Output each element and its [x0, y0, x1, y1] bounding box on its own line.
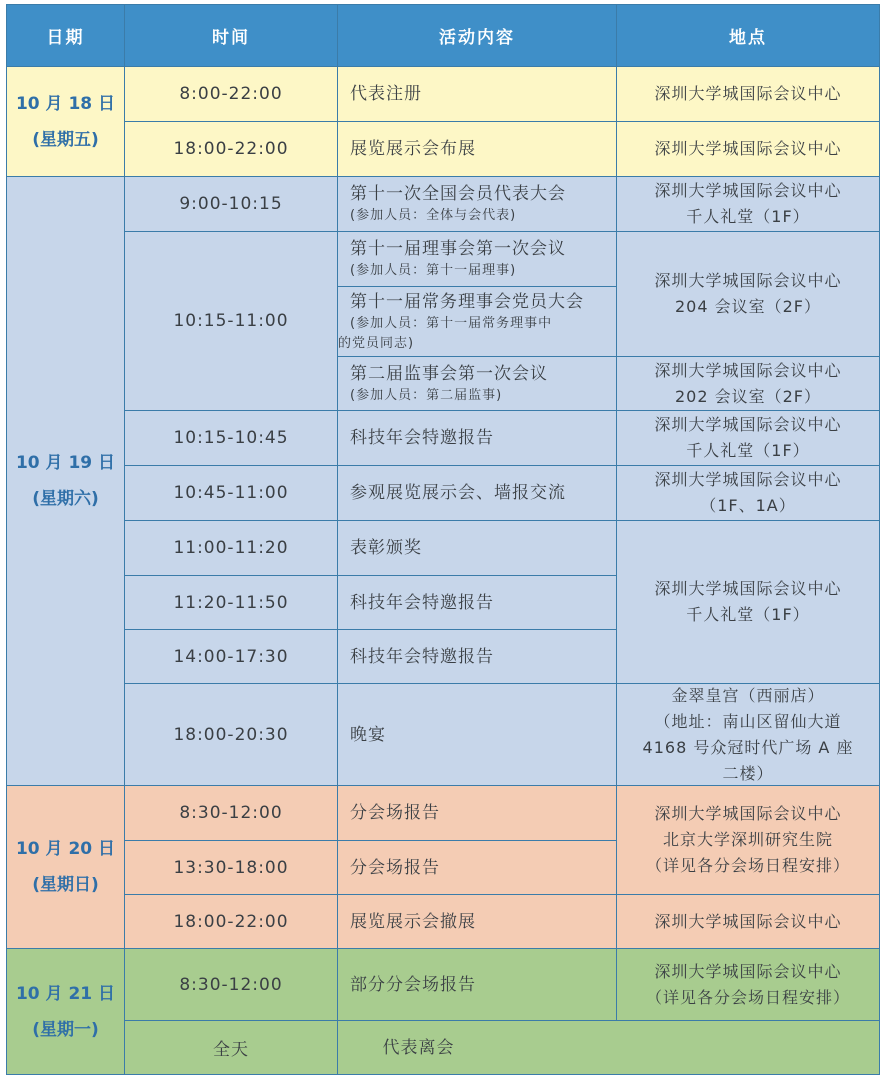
time-cell [124, 231, 338, 411]
date-cell-oct18 [6, 66, 125, 177]
activity-label: 科技年会特邀报告 [350, 428, 494, 448]
location-note: （详见各分会场日程安排） [645, 856, 850, 875]
activity-cell [337, 231, 617, 287]
time-label: 全天 [213, 1040, 249, 1060]
header-location [616, 4, 880, 67]
activity-cell [337, 356, 617, 411]
time-cell [124, 176, 338, 232]
time-label: 11:20-11:50 [173, 592, 289, 613]
activity-cell [337, 520, 617, 576]
activity-cell [337, 840, 617, 895]
header-date-label: 日期 [46, 28, 85, 48]
location-room: 千人礼堂（1F） [686, 441, 810, 460]
activity-cell [337, 1020, 880, 1075]
location-line: 深圳大学城国际会议中心 [654, 360, 842, 380]
activity-label: 代表注册 [350, 84, 422, 104]
header-time-label: 时间 [212, 28, 250, 48]
activity-label: 第十一届常务理事会党员大会 [350, 291, 584, 312]
activity-cell [337, 629, 617, 684]
activity-cell [337, 683, 617, 786]
time-label: 8:30-12:00 [179, 974, 283, 995]
location-line-2: 北京大学深圳研究生院 [662, 830, 833, 849]
weekday-label: (星期日) [32, 875, 99, 895]
time-label: 8:00-22:00 [179, 84, 283, 104]
time-cell [124, 465, 338, 521]
activity-label: 展览展示会撤展 [350, 911, 476, 932]
time-cell [124, 785, 338, 841]
location-line: 深圳大学城国际会议中心 [654, 961, 842, 981]
activity-label: 代表离会 [382, 1037, 455, 1058]
location-cell [616, 894, 880, 949]
activity-label: 表彰颁奖 [350, 538, 422, 558]
date-label: 10 月 20 日 [15, 839, 116, 859]
time-label: 14:00-17:30 [173, 646, 289, 667]
location-cell [616, 683, 880, 786]
location-line: 深圳大学城国际会议中心 [654, 271, 842, 290]
time-cell [124, 683, 338, 786]
time-label: 8:30-12:00 [179, 803, 283, 823]
activity-label: 第十一次全国会员代表大会 [350, 184, 566, 204]
activity-cell [337, 286, 617, 357]
location-cell [616, 356, 880, 411]
location-cell [616, 121, 880, 177]
header-time [124, 4, 338, 67]
location-note: （详见各分会场日程安排） [645, 987, 850, 1007]
location-cell [616, 66, 880, 122]
header-date [6, 4, 125, 67]
location-room: 千人礼堂（1F） [686, 605, 810, 624]
activity-cell [337, 894, 617, 949]
activity-label: 晚宴 [350, 724, 386, 745]
activity-participants: (参加人员：第二届监事) [350, 387, 503, 403]
activity-label: 科技年会特邀报告 [350, 592, 494, 613]
weekday-label: (星期五) [32, 129, 99, 150]
time-cell [124, 410, 338, 466]
time-label: 18:00-22:00 [173, 139, 289, 159]
activity-participants: (参加人员：全体与会代表) [350, 208, 517, 223]
activity-label: 第十一届理事会第一次会议 [350, 239, 566, 259]
activity-label: 部分分会场报告 [350, 974, 476, 995]
location-line: 深圳大学城国际会议中心 [654, 84, 842, 103]
time-label: 10:15-11:00 [173, 311, 289, 331]
time-cell [124, 520, 338, 576]
activity-cell [337, 121, 617, 177]
location-room: 202 会议室（2F） [674, 386, 821, 406]
location-address: （地址：南山区留仙大道 [654, 711, 842, 731]
location-line: 深圳大学城国际会议中心 [654, 911, 842, 931]
time-cell [124, 121, 338, 177]
location-line: 深圳大学城国际会议中心 [654, 181, 842, 200]
activity-participants: (参加人员：第十一届理事) [350, 263, 517, 278]
activity-cell [337, 575, 617, 630]
activity-label: 参观展览展示会、墙报交流 [350, 483, 566, 503]
location-cell [616, 410, 880, 466]
activity-label: 分会场报告 [350, 857, 440, 878]
weekday-label: (星期六) [32, 489, 99, 509]
location-room: （1F、1A） [700, 496, 796, 515]
location-line: 深圳大学城国际会议中心 [654, 804, 842, 823]
time-cell [124, 894, 338, 949]
header-activity-label: 活动内容 [439, 28, 515, 48]
time-label: 13:30-18:00 [173, 857, 289, 878]
date-label: 10 月 18 日 [15, 93, 116, 114]
date-label: 10 月 19 日 [15, 453, 116, 473]
activity-label: 第二届监事会第一次会议 [350, 363, 548, 384]
time-cell [124, 1020, 338, 1075]
location-line: 金翠皇宫（西丽店） [671, 685, 825, 705]
location-line: 深圳大学城国际会议中心 [654, 579, 842, 598]
location-room: 204 会议室（2F） [674, 297, 821, 316]
time-label: 9:00-10:15 [179, 194, 283, 214]
activity-participants-cont: 的党员同志) [338, 335, 415, 351]
header-location-label: 地点 [729, 28, 767, 48]
location-cell [616, 231, 880, 357]
activity-cell [337, 465, 617, 521]
location-room: 千人礼堂（1F） [686, 207, 810, 226]
time-cell [124, 948, 338, 1021]
activity-label: 科技年会特邀报告 [350, 646, 494, 667]
date-cell-oct20 [6, 785, 125, 949]
location-line: 深圳大学城国际会议中心 [654, 415, 842, 434]
location-cell [616, 785, 880, 895]
date-label: 10 月 21 日 [15, 983, 116, 1004]
location-cell [616, 176, 880, 232]
activity-cell [337, 410, 617, 466]
date-cell-oct19 [6, 176, 125, 786]
time-cell [124, 629, 338, 684]
activity-label: 分会场报告 [350, 803, 440, 823]
time-label: 18:00-22:00 [173, 911, 289, 932]
activity-cell [337, 948, 617, 1021]
activity-label: 展览展示会布展 [350, 139, 476, 159]
weekday-label: (星期一) [32, 1019, 99, 1040]
time-label: 18:00-20:30 [173, 724, 289, 745]
date-cell-oct21 [6, 948, 125, 1075]
header-activity [337, 4, 617, 67]
time-label: 10:15-10:45 [173, 428, 289, 448]
location-line: 深圳大学城国际会议中心 [654, 139, 842, 158]
activity-cell [337, 176, 617, 232]
time-cell [124, 575, 338, 630]
time-cell [124, 840, 338, 895]
activity-cell [337, 785, 617, 841]
time-label: 11:00-11:20 [173, 538, 289, 558]
activity-cell [337, 66, 617, 122]
activity-participants: (参加人员：第十一届常务理事中 [350, 315, 553, 331]
location-cell [616, 465, 880, 521]
location-line: 深圳大学城国际会议中心 [654, 470, 842, 489]
location-address: 二楼） [722, 763, 774, 783]
location-address: 4168 号众冠时代广场 A 座 [642, 737, 854, 757]
schedule-table [6, 4, 880, 1075]
location-cell [616, 520, 880, 684]
time-cell [124, 66, 338, 122]
location-cell [616, 948, 880, 1021]
time-label: 10:45-11:00 [173, 483, 289, 503]
